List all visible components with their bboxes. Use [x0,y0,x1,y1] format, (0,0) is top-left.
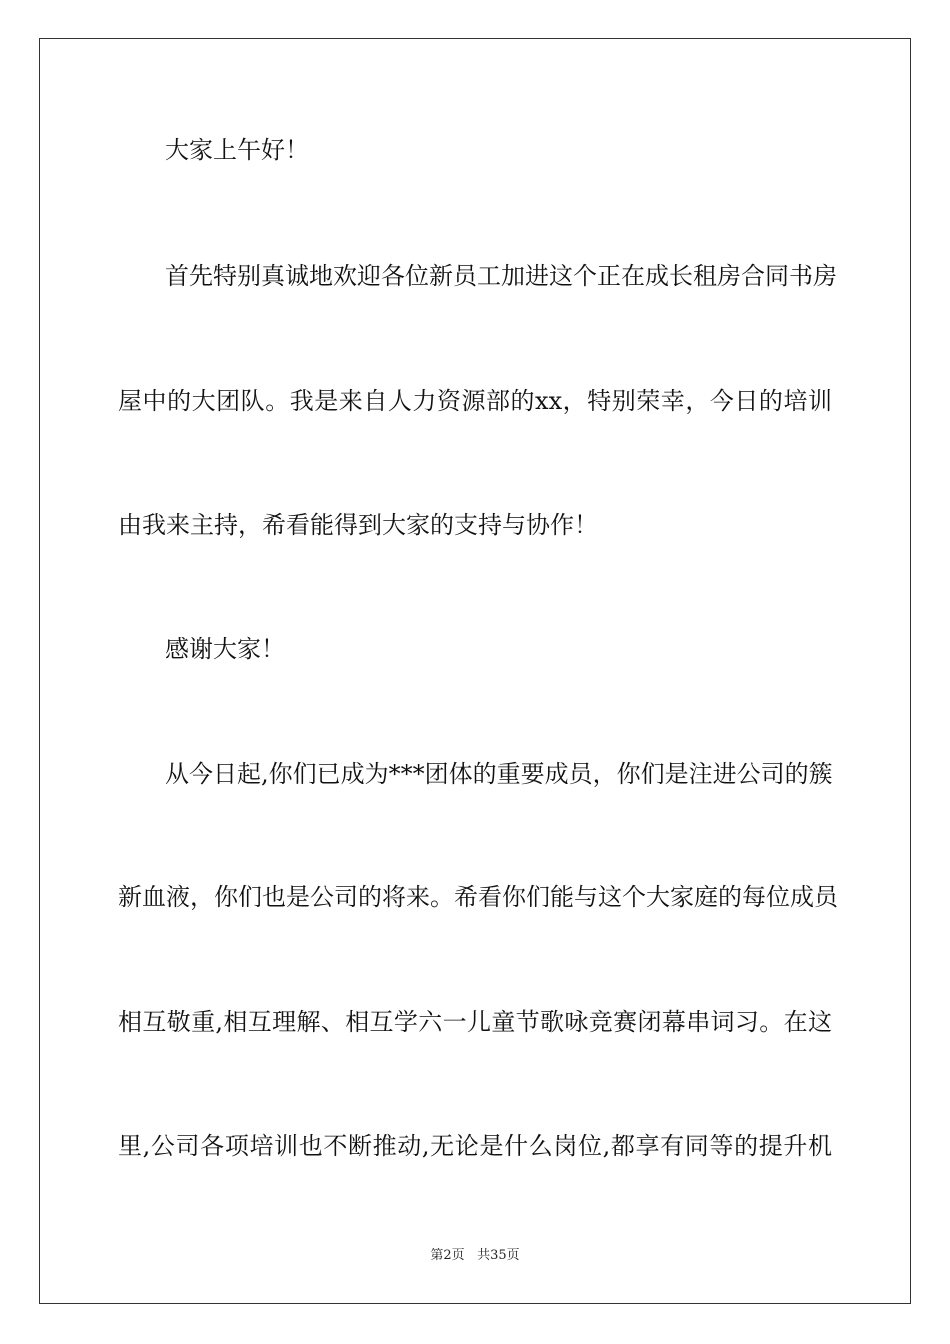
paragraph-line: 新血液，你们也是公司的将来。希看你们能与这个大家庭的每位成员 [118,883,838,911]
page-border [39,38,911,1304]
paragraph-line: 里,公司各项培训也不断推动,无论是什么岗位,都享有同等的提升机 [118,1132,832,1160]
page-number: 第2页 [430,1248,465,1263]
paragraph-line: 相互敬重,相互理解、相互学六一儿童节歌咏竞赛闭幕串词习。在这 [118,1008,832,1036]
paragraph-line: 从今日起,你们已成为***团体的重要成员，你们是注进公司的簇 [165,760,833,788]
paragraph-line: 由我来主持，希看能得到大家的支持与协作！ [118,511,598,539]
paragraph-line: 首先特别真诚地欢迎各位新员工加进这个正在成长租房合同书房 [165,262,837,290]
paragraph-line: 屋中的大团队。我是来自人力资源部的xx，特别荣幸，今日的培训 [118,387,832,415]
total-pages: 共35页 [477,1248,520,1263]
greeting-line: 大家上午好！ [165,136,309,164]
thanks-line: 感谢大家！ [165,635,285,663]
page-footer [0,1247,950,1265]
